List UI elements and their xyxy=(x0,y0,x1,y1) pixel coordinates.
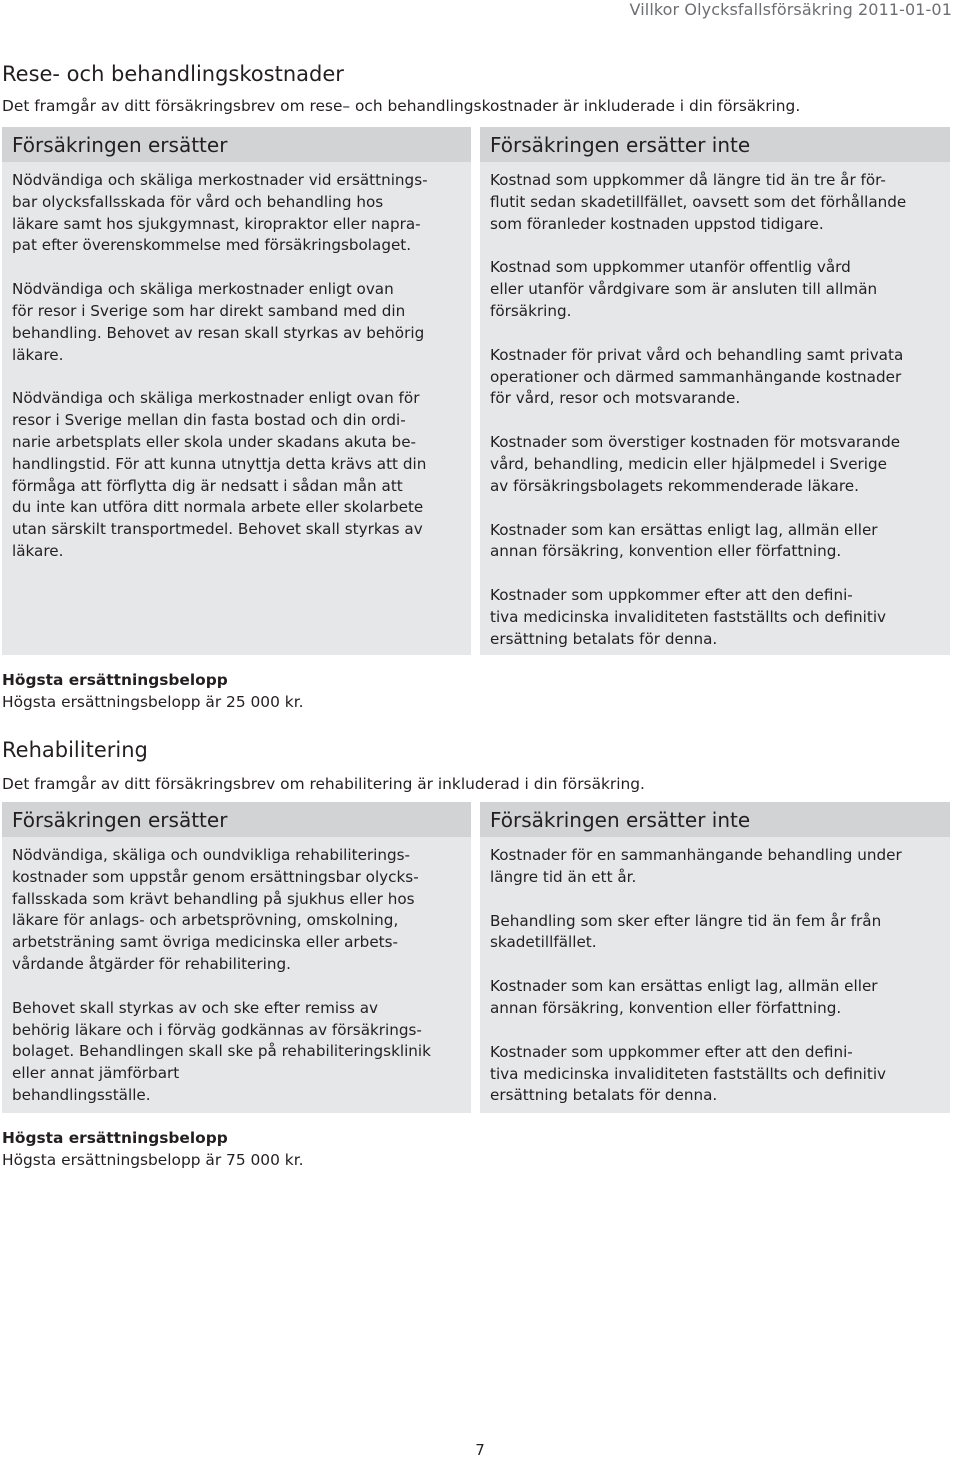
max-amount-text: Högsta ersättningsbelopp är 75 000 kr. xyxy=(2,1150,304,1169)
paragraph xyxy=(490,520,940,564)
covered-panel-body xyxy=(2,162,471,563)
paragraph xyxy=(12,279,461,366)
max-amount-block-travel xyxy=(2,670,304,714)
text-line: vårdande åtgärder för rehabilitering. xyxy=(12,954,291,973)
text-line: Kostnader som uppkommer efter att den defini- xyxy=(490,1042,853,1061)
max-amount-label: Högsta ersättningsbelopp xyxy=(2,671,228,689)
paragraph xyxy=(490,845,940,889)
max-amount-label: Högsta ersättningsbelopp xyxy=(2,1129,228,1147)
text-line: Nödvändiga och skäliga merkostnader vid ersättnings- xyxy=(12,171,428,189)
text-line: arbetsträning samt övriga medicinska eller arbets- xyxy=(12,933,399,952)
text-line: bar olycksfallsskada för vård och behandling hos xyxy=(12,192,384,211)
section-heading-rehabilitation: Rehabilitering xyxy=(2,738,148,762)
not-covered-panel-travel xyxy=(480,127,950,655)
text-line: bolaget. Behandlingen skall ske på rehabiliteringsklinik xyxy=(12,1042,431,1061)
covered-panel-title: Försäkringen ersätter xyxy=(2,802,471,837)
text-line: annan försäkring, konvention eller författning. xyxy=(490,542,842,561)
text-line: Kostnad som uppkommer utanför offentlig vård xyxy=(490,258,851,277)
covered-panel-travel xyxy=(2,127,471,655)
text-line: du inte kan utföra ditt normala arbete eller skolarbete xyxy=(12,498,424,517)
text-line: läkare. xyxy=(12,345,64,364)
paragraph xyxy=(490,170,940,235)
text-line: utan särskilt transportmedel. Behovet skall styrkas av xyxy=(12,520,423,539)
document-header-title: Villkor Olycksfallsförsäkring 2011-01-01 xyxy=(629,0,952,19)
text-line: skadetillfället. xyxy=(490,933,597,952)
text-line: narie arbetsplats eller skola under skadans akuta be- xyxy=(12,432,417,451)
text-line: läkare för anlags- och arbetsprövning, omskolning, xyxy=(12,911,399,930)
text-line: annan försäkring, konvention eller författning. xyxy=(490,998,842,1017)
text-line: behörig läkare och i förväg godkännas av försäkrings- xyxy=(12,1020,422,1039)
paragraph xyxy=(490,257,940,322)
text-line: kostnader som uppstår genom ersättningsbar olycks- xyxy=(12,867,419,886)
text-line: Kostnader för en sammanhängande behandling under xyxy=(490,846,902,864)
text-line: ersättning betalats för denna. xyxy=(490,629,718,648)
text-line: ersättning betalats för denna. xyxy=(490,1086,718,1105)
covered-panel-rehab xyxy=(2,802,471,1113)
text-line: eller utanför vårdgivare som är ansluten till allmän xyxy=(490,280,878,299)
text-line: Kostnader som kan ersättas enligt lag, allmän eller xyxy=(490,520,878,539)
text-line: Kostnader som kan ersättas enligt lag, allmän eller xyxy=(490,977,878,996)
covered-panel-title: Försäkringen ersätter xyxy=(2,127,471,162)
text-line: tiva medicinska invaliditeten fastställts och definitiv xyxy=(490,1064,887,1083)
text-line: operationer och därmed sammanhängande kostnader xyxy=(490,367,902,386)
text-line: tiva medicinska invaliditeten fastställts och definitiv xyxy=(490,607,887,626)
not-covered-panel-rehab xyxy=(480,802,950,1113)
not-covered-panel-title: Försäkringen ersätter inte xyxy=(480,127,950,162)
paragraph xyxy=(490,976,940,1020)
text-line: handlingstid. För att kunna utnyttja detta krävs att din xyxy=(12,454,427,473)
text-line: Nödvändiga, skäliga och oundvikliga rehabiliterings- xyxy=(12,846,411,864)
text-line: längre tid än ett år. xyxy=(490,867,637,886)
not-covered-panel-body xyxy=(480,837,950,1107)
text-line: förmåga att förflytta dig är nedsatt i sådan mån att xyxy=(12,476,403,495)
paragraph xyxy=(490,432,940,497)
text-line: som föranleder kostnaden uppstod tidigare. xyxy=(490,214,824,233)
max-amount-block-rehab xyxy=(2,1128,304,1172)
not-covered-panel-title: Försäkringen ersätter inte xyxy=(480,802,950,837)
text-line: resor i Sverige mellan din fasta bostad och din ordi- xyxy=(12,411,406,430)
section-heading-travel-costs: Rese- och behandlingskostnader xyxy=(2,62,344,86)
text-line: försäkring. xyxy=(490,301,572,320)
covered-panel-body xyxy=(2,837,471,1107)
text-line: Kostnader som uppkommer efter att den defini- xyxy=(490,586,853,605)
not-covered-panel-body xyxy=(480,162,950,651)
text-line: flutit sedan skadetillfället, oavsett som det förhållande xyxy=(490,192,907,211)
page-number: 7 xyxy=(475,1441,485,1459)
text-line: Behovet skall styrkas av och ske efter remiss av xyxy=(12,998,379,1017)
paragraph xyxy=(12,170,461,257)
section-intro-rehabilitation: Det framgår av ditt försäkringsbrev om rehabilitering är inkluderad i din försäkring. xyxy=(2,775,645,793)
section-intro-travel-costs: Det framgår av ditt försäkringsbrev om rese– och behandlingskostnader är inkluderade i din försäkring. xyxy=(2,97,801,115)
text-line: Kostnader som överstiger kostnaden för motsvarande xyxy=(490,433,901,452)
text-line: pat efter överenskommelse med försäkringsbolaget. xyxy=(12,236,412,255)
text-line: behandlingsställe. xyxy=(12,1085,151,1104)
paragraph xyxy=(490,345,940,410)
text-line: läkare samt hos sjukgymnast, kiropraktor eller napra- xyxy=(12,214,421,233)
text-line: behandling. Behovet av resan skall styrkas av behörig xyxy=(12,323,425,342)
text-line: Nödvändiga och skäliga merkostnader enligt ovan xyxy=(12,280,394,299)
text-line: för vård, resor och motsvarande. xyxy=(490,389,741,408)
text-line: Behandling som sker efter längre tid än fem år från xyxy=(490,911,882,930)
text-line: eller annat jämförbart xyxy=(12,1064,180,1083)
paragraph xyxy=(490,911,940,955)
text-line: för resor i Sverige som har direkt samband med din xyxy=(12,301,406,320)
paragraph xyxy=(490,585,940,650)
text-line: Kostnad som uppkommer då längre tid än tre år för- xyxy=(490,171,886,189)
paragraph xyxy=(12,998,461,1107)
paragraph xyxy=(12,845,461,976)
paragraph xyxy=(490,1042,940,1107)
text-line: Nödvändiga och skäliga merkostnader enligt ovan för xyxy=(12,389,420,408)
max-amount-text: Högsta ersättningsbelopp är 25 000 kr. xyxy=(2,692,304,711)
text-line: Kostnader för privat vård och behandling samt privata xyxy=(490,345,904,364)
text-line: fallsskada som krävt behandling på sjukhus eller hos xyxy=(12,889,415,908)
text-line: läkare. xyxy=(12,541,64,560)
text-line: vård, behandling, medicin eller hjälpmedel i Sverige xyxy=(490,454,887,473)
paragraph xyxy=(12,388,461,562)
text-line: av försäkringsbolagets rekommenderade läkare. xyxy=(490,476,859,495)
